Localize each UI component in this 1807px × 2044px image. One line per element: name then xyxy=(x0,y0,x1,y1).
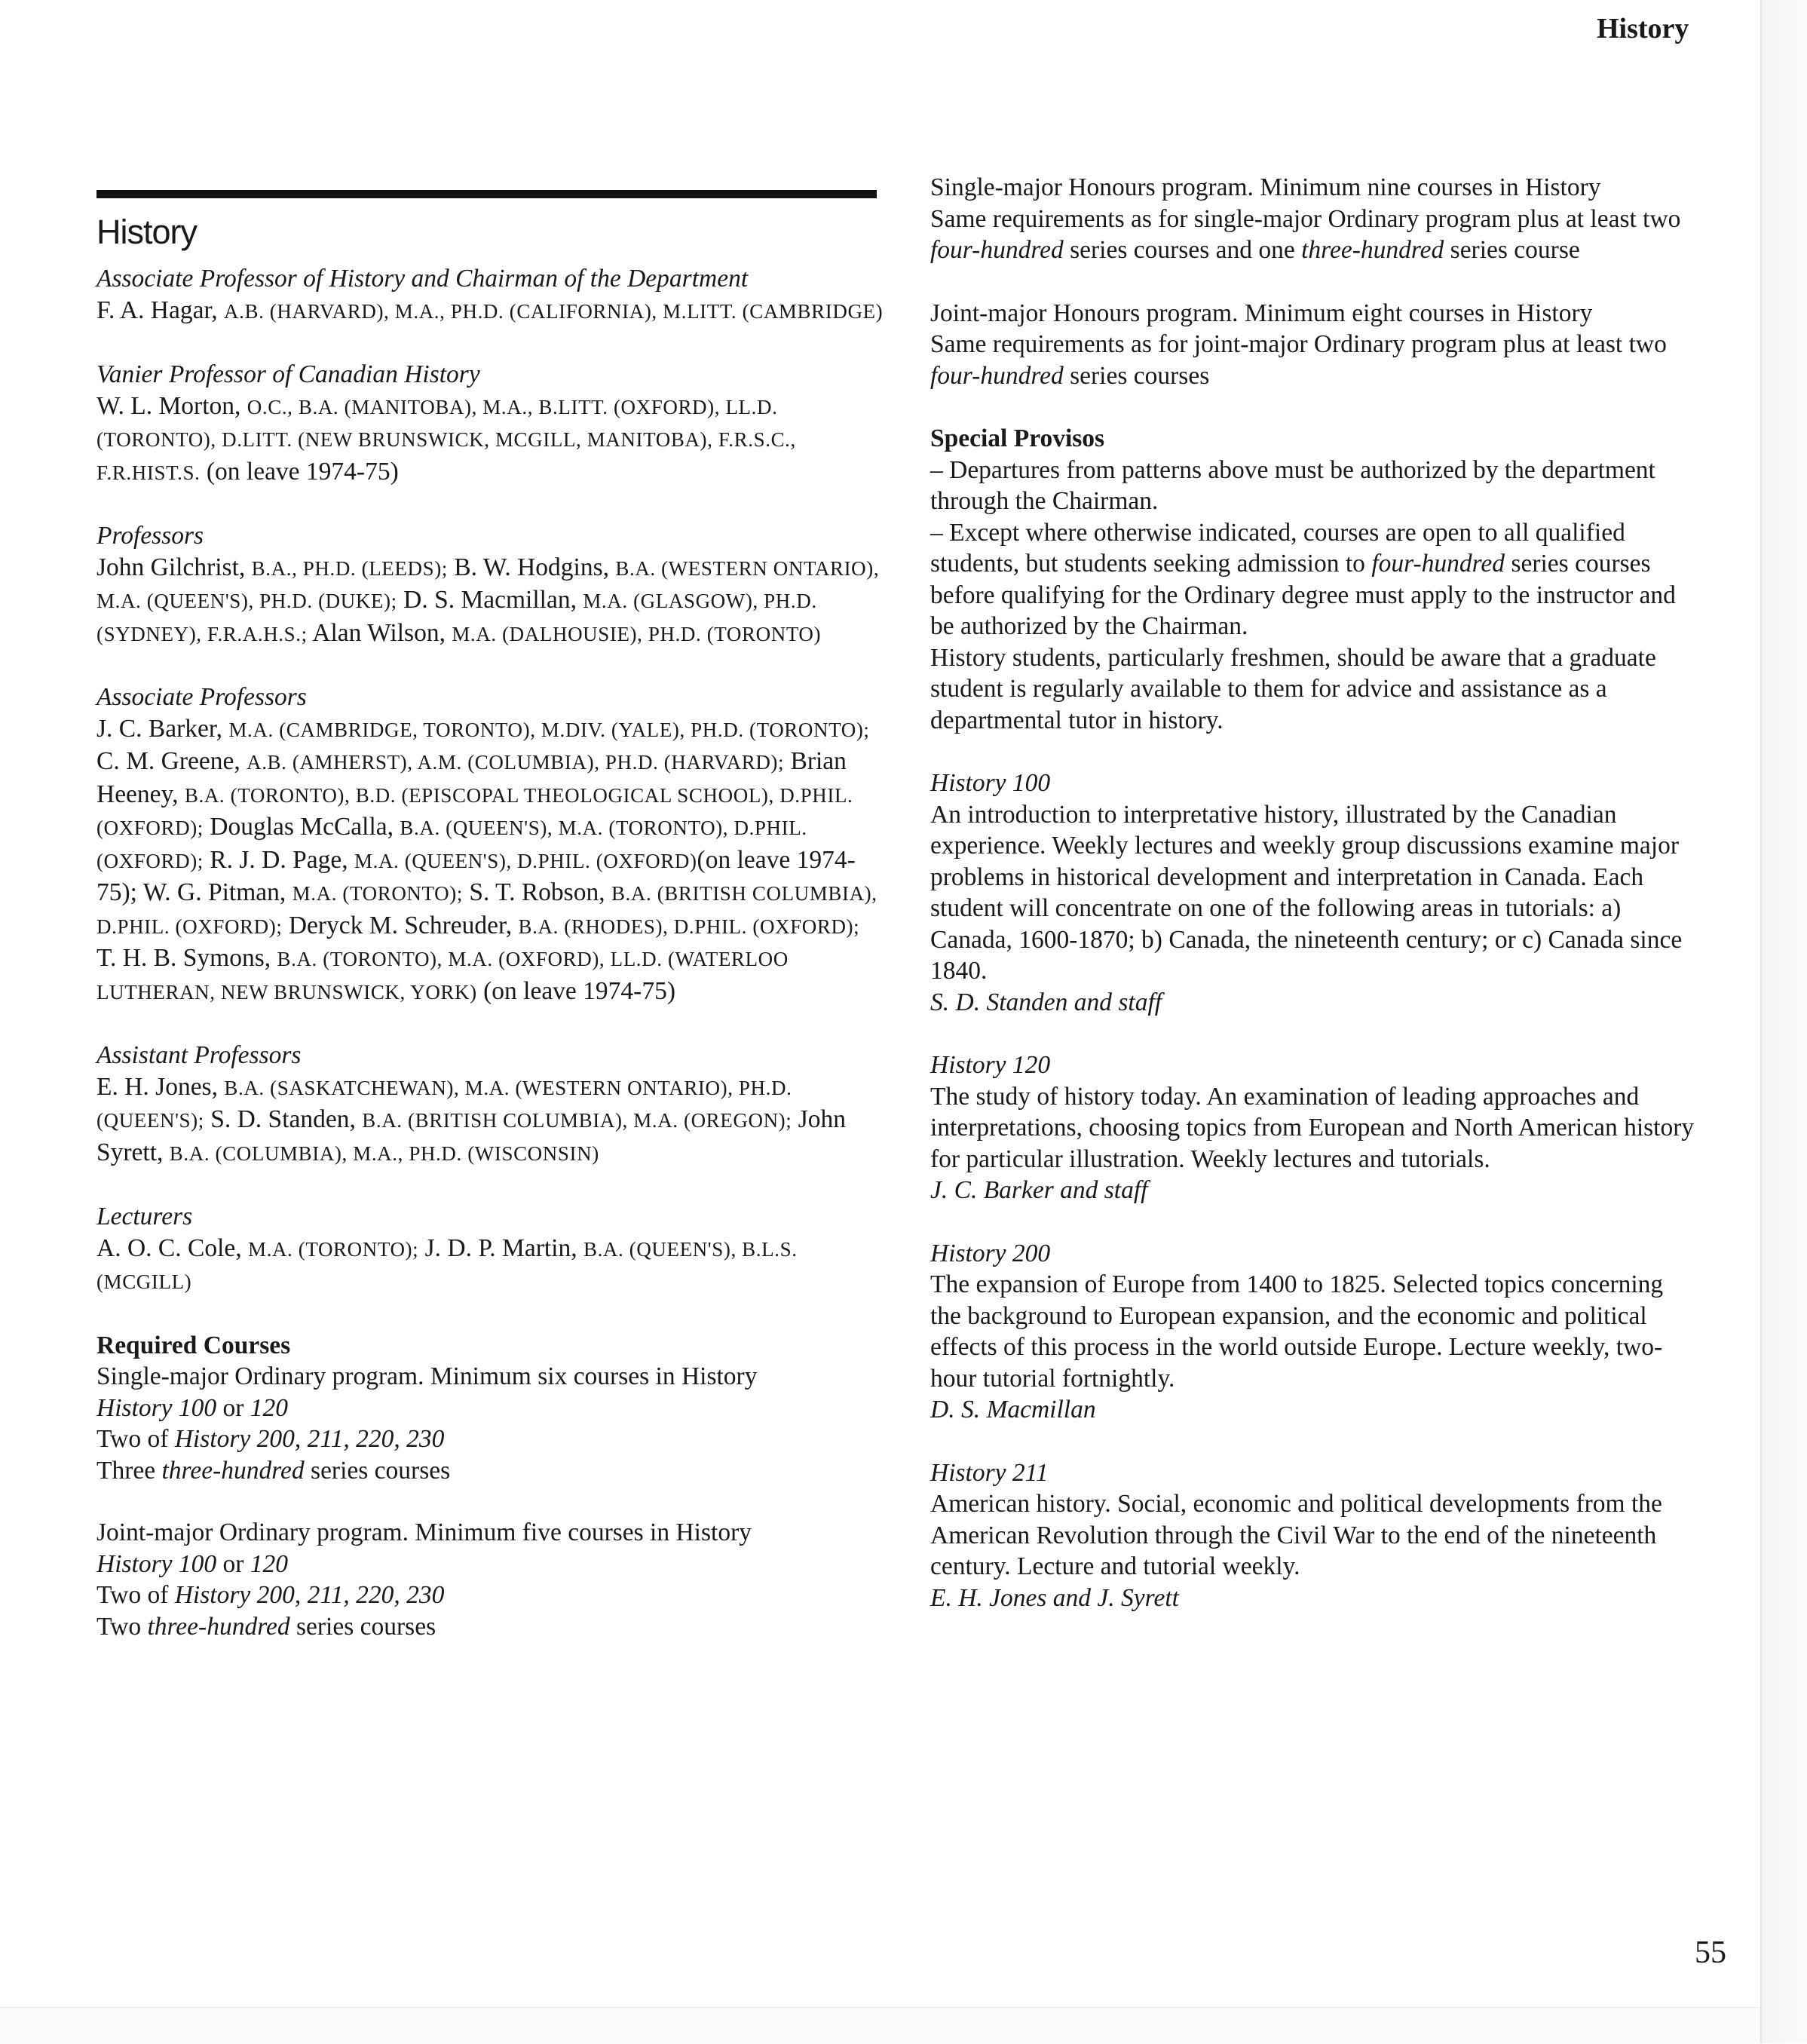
special-provisos xyxy=(930,423,1699,736)
course-ref: four-hundred xyxy=(930,361,1064,390)
course-title: History 100 xyxy=(930,769,1051,797)
associate-name: R. J. D. Page, xyxy=(210,845,348,874)
chairman-credentials: A.B. (HARVARD), M.A., PH.D. (CALIFORNIA), M.LITT. (CAMBRIDGE) xyxy=(224,299,884,323)
associate-leave-note: (on leave 1974-75) xyxy=(483,976,675,1005)
associate-leave-note: (on leave 1974-75); xyxy=(96,845,856,906)
program-title: Joint-major Ordinary program. Minimum five courses in History xyxy=(96,1518,752,1546)
joint-honours-program xyxy=(930,298,1699,392)
course-title: History 120 xyxy=(930,1051,1051,1079)
professor-name: B. W. Hodgins, xyxy=(454,553,609,581)
vanier-name: W. L. Morton, xyxy=(96,391,241,420)
course-description: The expansion of Europe from 1400 to 1825. Selected topics concerning the background to European expansion, and the economic and political effects of this process in the world outside Europe. Lecture weekly, two-hour tutorial fortnightly. xyxy=(930,1270,1664,1393)
program-requirement xyxy=(96,1611,884,1643)
associate-credentials: M.A. (QUEEN'S), D.PHIL. (OXFORD) xyxy=(354,849,697,872)
course-title: History 211 xyxy=(930,1458,1049,1487)
professor-credentials: M.A. (GLASGOW), PH.D. (SYDNEY), F.R.A.H.S.; xyxy=(96,590,817,645)
proviso-text: series courses before qualifying for the Ordinary degree must apply to the instructor and be authorized by the Chairman. xyxy=(930,550,1676,640)
program-title: Single-major Ordinary program. Minimum six courses in History xyxy=(96,1362,758,1390)
course-ref: 120 xyxy=(250,1393,289,1422)
professor-name: John Gilchrist, xyxy=(96,553,246,581)
course-ref: History 200, 211, 220, 230 xyxy=(174,1581,445,1609)
course-ref: three-hundred xyxy=(1301,236,1444,264)
connector-text: or xyxy=(216,1393,250,1422)
course-description: The study of history today. An examination of leading approaches and interpretations, choosing topics from European and North American history for particular illustration. Weekly lectures and tutorials. xyxy=(930,1082,1695,1173)
assistant-credentials: B.A. (SASKATCHEWAN), M.A. (WESTERN ONTARIO), PH.D. (QUEEN'S); xyxy=(96,1076,792,1132)
connector-text: Two of xyxy=(96,1425,175,1453)
associate-professors-entry xyxy=(96,682,884,1008)
lecturers-entry xyxy=(96,1201,884,1298)
connector-text: Three xyxy=(96,1456,162,1485)
program-requirement xyxy=(96,1393,884,1424)
associate-name: Brian Heeney, xyxy=(96,747,847,808)
assistant-name: John Syrett, xyxy=(96,1105,847,1166)
connector-text: series courses xyxy=(289,1612,436,1641)
lecturer-credentials: B.A. (QUEEN'S), B.L.S. (MCGILL) xyxy=(96,1237,798,1293)
assistant-credentials: B.A. (BRITISH COLUMBIA), M.A. (OREGON); xyxy=(362,1109,792,1132)
lecturer-credentials: M.A. (TORONTO); xyxy=(248,1237,419,1261)
connector-text: or xyxy=(216,1549,250,1578)
associate-name: W. G. Pitman, xyxy=(142,878,286,906)
associate-credentials: B.A. (RHODES), D.PHIL. (OXFORD); xyxy=(518,915,860,938)
vanier-note: (on leave 1974-75) xyxy=(206,457,399,486)
required-courses-single-ordinary xyxy=(96,1330,884,1487)
course-instructor: D. S. Macmillan xyxy=(930,1396,1096,1423)
connector-text: Two xyxy=(96,1612,148,1641)
associate-name: S. T. Robson, xyxy=(469,878,605,906)
chairman-role: Associate Professor of History and Chairman of the Department xyxy=(96,265,749,293)
course-title: History 200 xyxy=(930,1239,1051,1267)
assistant-credentials: B.A. (COLUMBIA), M.A., PH.D. (WISCONSIN) xyxy=(169,1142,599,1165)
course-ref: 120 xyxy=(250,1549,289,1578)
chairman-name: F. A. Hagar, xyxy=(96,296,218,324)
program-requirement xyxy=(96,1455,884,1487)
vanier-role: Vanier Professor of Canadian History xyxy=(96,360,480,388)
course-entry xyxy=(930,1238,1699,1426)
course-entry xyxy=(930,1050,1699,1206)
professors-role: Professors xyxy=(96,522,204,550)
program-description: series courses and one xyxy=(1063,236,1302,264)
lecturer-name: A. O. C. Cole, xyxy=(96,1233,242,1262)
course-ref: History 100 xyxy=(96,1393,217,1422)
associate-credentials: B.A. (TORONTO), M.A. (OXFORD), LL.D. (WATERLOO LUTHERAN, NEW BRUNSWICK, YORK) xyxy=(96,948,789,1004)
program-description: Same requirements as for single-major Ordinary program plus at least two xyxy=(930,204,1681,233)
lecturer-name: J. D. P. Martin, xyxy=(424,1233,577,1262)
connector-text: series courses xyxy=(304,1456,451,1485)
course-instructor: J. C. Barker and staff xyxy=(930,1176,1148,1204)
professor-name: Alan Wilson, xyxy=(312,618,446,647)
assistant-name: S. D. Standen, xyxy=(210,1105,356,1133)
right-column xyxy=(930,172,1699,1645)
lecturers-role: Lecturers xyxy=(96,1203,193,1230)
associate-name: Deryck M. Schreuder, xyxy=(288,911,513,939)
associate-credentials: M.A. (CAMBRIDGE, TORONTO), M.DIV. (YALE), PH.D. (TORONTO); xyxy=(228,718,870,741)
assistant-professors-entry xyxy=(96,1040,884,1169)
page-edge xyxy=(1760,0,1807,2043)
professor-credentials: B.A., PH.D. (LEEDS); xyxy=(251,556,448,580)
course-ref: four-hundred xyxy=(930,236,1064,264)
running-head: History xyxy=(1597,13,1689,44)
course-ref: four-hundred xyxy=(1371,550,1505,578)
proviso-item: History students, particularly freshmen, should be aware that a graduate student is regularly available to them for advice and assistance as a departmental tutor in history. xyxy=(930,643,1656,734)
associate-name: T. H. B. Symons, xyxy=(96,944,271,972)
course-ref: History 200, 211, 220, 230 xyxy=(174,1425,445,1453)
required-courses-joint-ordinary xyxy=(96,1517,884,1642)
required-courses-heading: Required Courses xyxy=(96,1331,291,1359)
course-instructor: S. D. Standen and staff xyxy=(930,988,1162,1016)
section-rule xyxy=(96,190,877,198)
connector-text: Two of xyxy=(96,1581,175,1609)
associate-professors-role: Associate Professors xyxy=(96,683,307,711)
program-requirement xyxy=(96,1423,884,1455)
program-title: Single-major Honours program. Minimum nine courses in History xyxy=(930,173,1601,201)
associate-credentials: B.A. (QUEEN'S), M.A. (TORONTO), D.PHIL. (OXFORD); xyxy=(96,817,807,872)
department-title: History xyxy=(96,213,198,251)
single-honours-program xyxy=(930,172,1699,266)
chairman-entry xyxy=(96,263,884,327)
program-title: Joint-major Honours program. Minimum eight courses in History xyxy=(930,299,1593,327)
associate-name: Douglas McCalla, xyxy=(210,813,394,841)
course-ref: three-hundred xyxy=(161,1456,305,1485)
course-ref: History 100 xyxy=(96,1549,217,1578)
proviso-item xyxy=(930,517,1699,642)
associate-name: J. C. Barker, xyxy=(96,714,223,743)
program-requirement xyxy=(96,1580,884,1611)
assistant-professors-role: Assistant Professors xyxy=(96,1041,302,1069)
proviso-item: – Departures from patterns above must be authorized by the department through the Chairman. xyxy=(930,455,1655,515)
course-entry xyxy=(930,768,1699,1018)
associate-credentials: A.B. (AMHERST), A.M. (COLUMBIA), PH.D. (HARVARD); xyxy=(247,751,785,774)
vanier-credentials: O.C., B.A. (MANITOBA), M.A., B.LITT. (OXFORD), LL.D. (TORONTO), D.LITT. (NEW BRUNSWICK, MCGILL, MANITOBA), F.R.S.C., F.R.HIST.S. xyxy=(96,395,796,484)
proviso-text: – Except where otherwise indicated, courses are open to all qualified students, but students seeking admission to xyxy=(930,518,1625,578)
program-description: series courses xyxy=(1063,361,1210,390)
associate-credentials: M.A. (TORONTO); xyxy=(292,882,463,905)
course-entry xyxy=(930,1457,1699,1614)
professor-credentials: M.A. (DALHOUSIE), PH.D. (TORONTO) xyxy=(452,622,822,645)
associate-name: C. M. Greene, xyxy=(96,747,240,775)
page-bottom-margin xyxy=(0,2007,1760,2044)
associate-credentials: B.A. (BRITISH COLUMBIA), D.PHIL. (OXFORD); xyxy=(96,882,877,938)
assistant-name: E. H. Jones, xyxy=(96,1072,218,1101)
associate-credentials: B.A. (TORONTO), B.D. (EPISCOPAL THEOLOGICAL SCHOOL), D.PHIL. (OXFORD); xyxy=(96,783,853,839)
professors-entry xyxy=(96,520,884,650)
course-description: American history. Social, economic and political developments from the American Revolution through the Civil War to the end of the nineteenth century. Lecture and tutorial weekly. xyxy=(930,1490,1662,1580)
course-ref: three-hundred xyxy=(147,1612,290,1641)
professor-credentials: B.A. (WESTERN ONTARIO), M.A. (QUEEN'S), PH.D. (DUKE); xyxy=(96,556,880,612)
course-instructor: E. H. Jones and J. Syrett xyxy=(930,1583,1179,1612)
program-description: Same requirements as for joint-major Ordinary program plus at least two xyxy=(930,330,1667,358)
vanier-entry xyxy=(96,359,884,489)
page-number: 55 xyxy=(1695,1935,1726,1970)
professor-name: D. S. Macmillan, xyxy=(403,586,577,614)
course-description: An introduction to interpretative history, illustrated by the Canadian experience. Weekly lectures and weekly group discussions examine major problems in historical development and interpretation in Canada. Each student will concentrate on one of the following areas in tutorials: a) Canada, 1600-1870; b) Canada, the nineteenth century; or c) Canada since 1840. xyxy=(930,800,1683,985)
program-requirement xyxy=(96,1549,884,1580)
left-column xyxy=(96,190,884,1642)
special-provisos-heading: Special Provisos xyxy=(930,424,1105,452)
program-description: series course xyxy=(1444,236,1580,264)
